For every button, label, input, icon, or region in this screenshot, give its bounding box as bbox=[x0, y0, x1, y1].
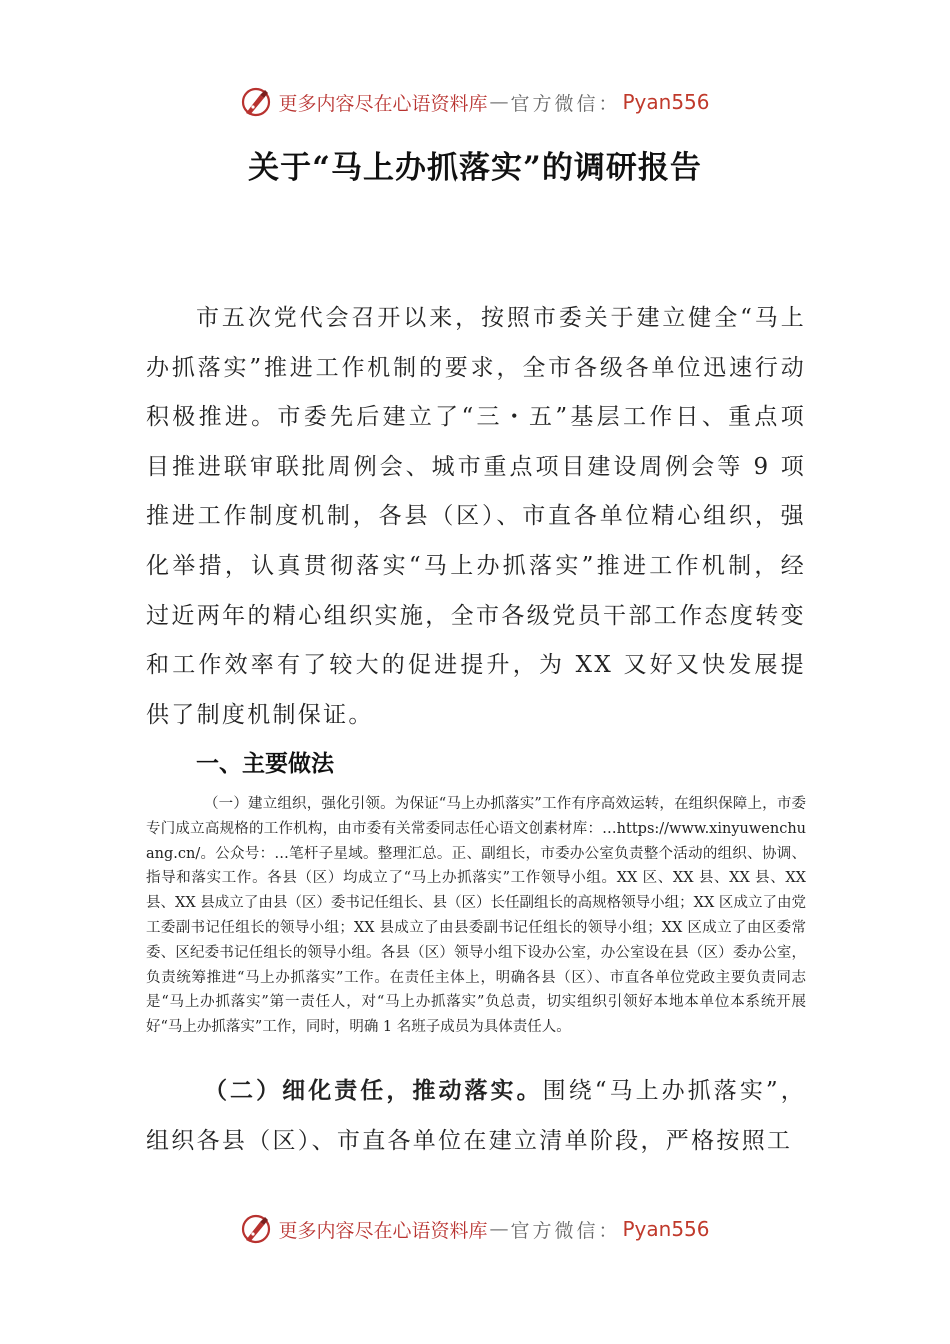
intro-paragraph: 市五次党代会召开以来，按照市委关于建立健全“马上办抓落实”推进工作机制的要求，全市各级各单位迅速行动积极推进。市委先后建立了“三・五”基层工作日、重点项目推进联审联批周例会、城市重点项目建设周例会等 9 项推进工作制度机制，各县（区）、市直各单位精心组织，强化举措，认真贯彻落实“马上办抓落实”推进工作机制，经过近两年的精心组织实施，全市各级党员干部工作态度转变和工作效率有了较大的促进提升，为 XX 又好又快发展提供了制度机制保证。 bbox=[146, 305, 806, 728]
footer-watermark-banner bbox=[0, 1209, 950, 1249]
header-watermark-banner bbox=[0, 82, 950, 122]
banner-wechat-id: Pyan556 bbox=[622, 90, 710, 114]
section-1-paragraph-1: （一）建立组织，强化引领。为保证“马上办抓落实”工作有序高效运转，在组织保障上，市委专门成立高规格的工作机构，由市委有关常委同志任心语文创素材库：…https://www.xinyuwenchuang.cn/。公众号：…笔杆子星域。整理汇总。正、副组长，市委办公室负责整个活动的组织、协调、指导和落实工作。各县（区）均成立了“马上办抓落实”工作领导小组。XX 区、XX 县、XX 县、XX 县、XX 县成立了由县（区）委书记任组长、县（区）长任副组长的高规格领导小组；XX 区成立了由党工委副书记任组长的领导小组；XX 县成立了由县委副书记任组长的领导小组；XX 区成立了由区委常委、区纪委书记任组长的领导小组。各县（区）领导小组下设办公室，办公室设在县（区）委办公室，负责统筹推进“马上办抓落实”工作。在责任主体上，明确各县（区）、市直各单位党政主要负责同志是“马上办抓落实”第一责任人，对“马上办抓落实”负总责，切实组织引领好本地本单位本系统开展好“马上办抓落实”工作，同时，明确 1 名班子成员为具体责任人。 bbox=[146, 796, 806, 1036]
banner-brand-text: 更多内容尽在心语资料库 bbox=[278, 92, 488, 115]
paragraph-lead-bold: （二）细化责任，推动落实。 bbox=[204, 1077, 543, 1104]
banner-wechat-label: 官方微信： bbox=[510, 1219, 621, 1242]
banner-wechat-label: 官方微信： bbox=[510, 92, 621, 115]
banner-separator: — bbox=[489, 91, 509, 113]
banner-wechat-id: Pyan556 bbox=[622, 1217, 710, 1241]
pen-nib-logo-icon bbox=[240, 1213, 272, 1245]
section-heading-main-practices: 一、主要做法 bbox=[196, 751, 334, 777]
pen-nib-logo-icon bbox=[240, 86, 272, 118]
banner-brand-text: 更多内容尽在心语资料库 bbox=[278, 1219, 488, 1242]
section-1-paragraph-2 bbox=[146, 1066, 806, 1166]
banner-separator: — bbox=[489, 1218, 509, 1240]
paragraph-body: 围绕“马上办抓落实”，组织各县（区）、市直各单位在建立清单阶段，严格按照工 bbox=[146, 1078, 806, 1154]
document-title: 关于“马上办抓落实”的调研报告 bbox=[248, 150, 702, 186]
